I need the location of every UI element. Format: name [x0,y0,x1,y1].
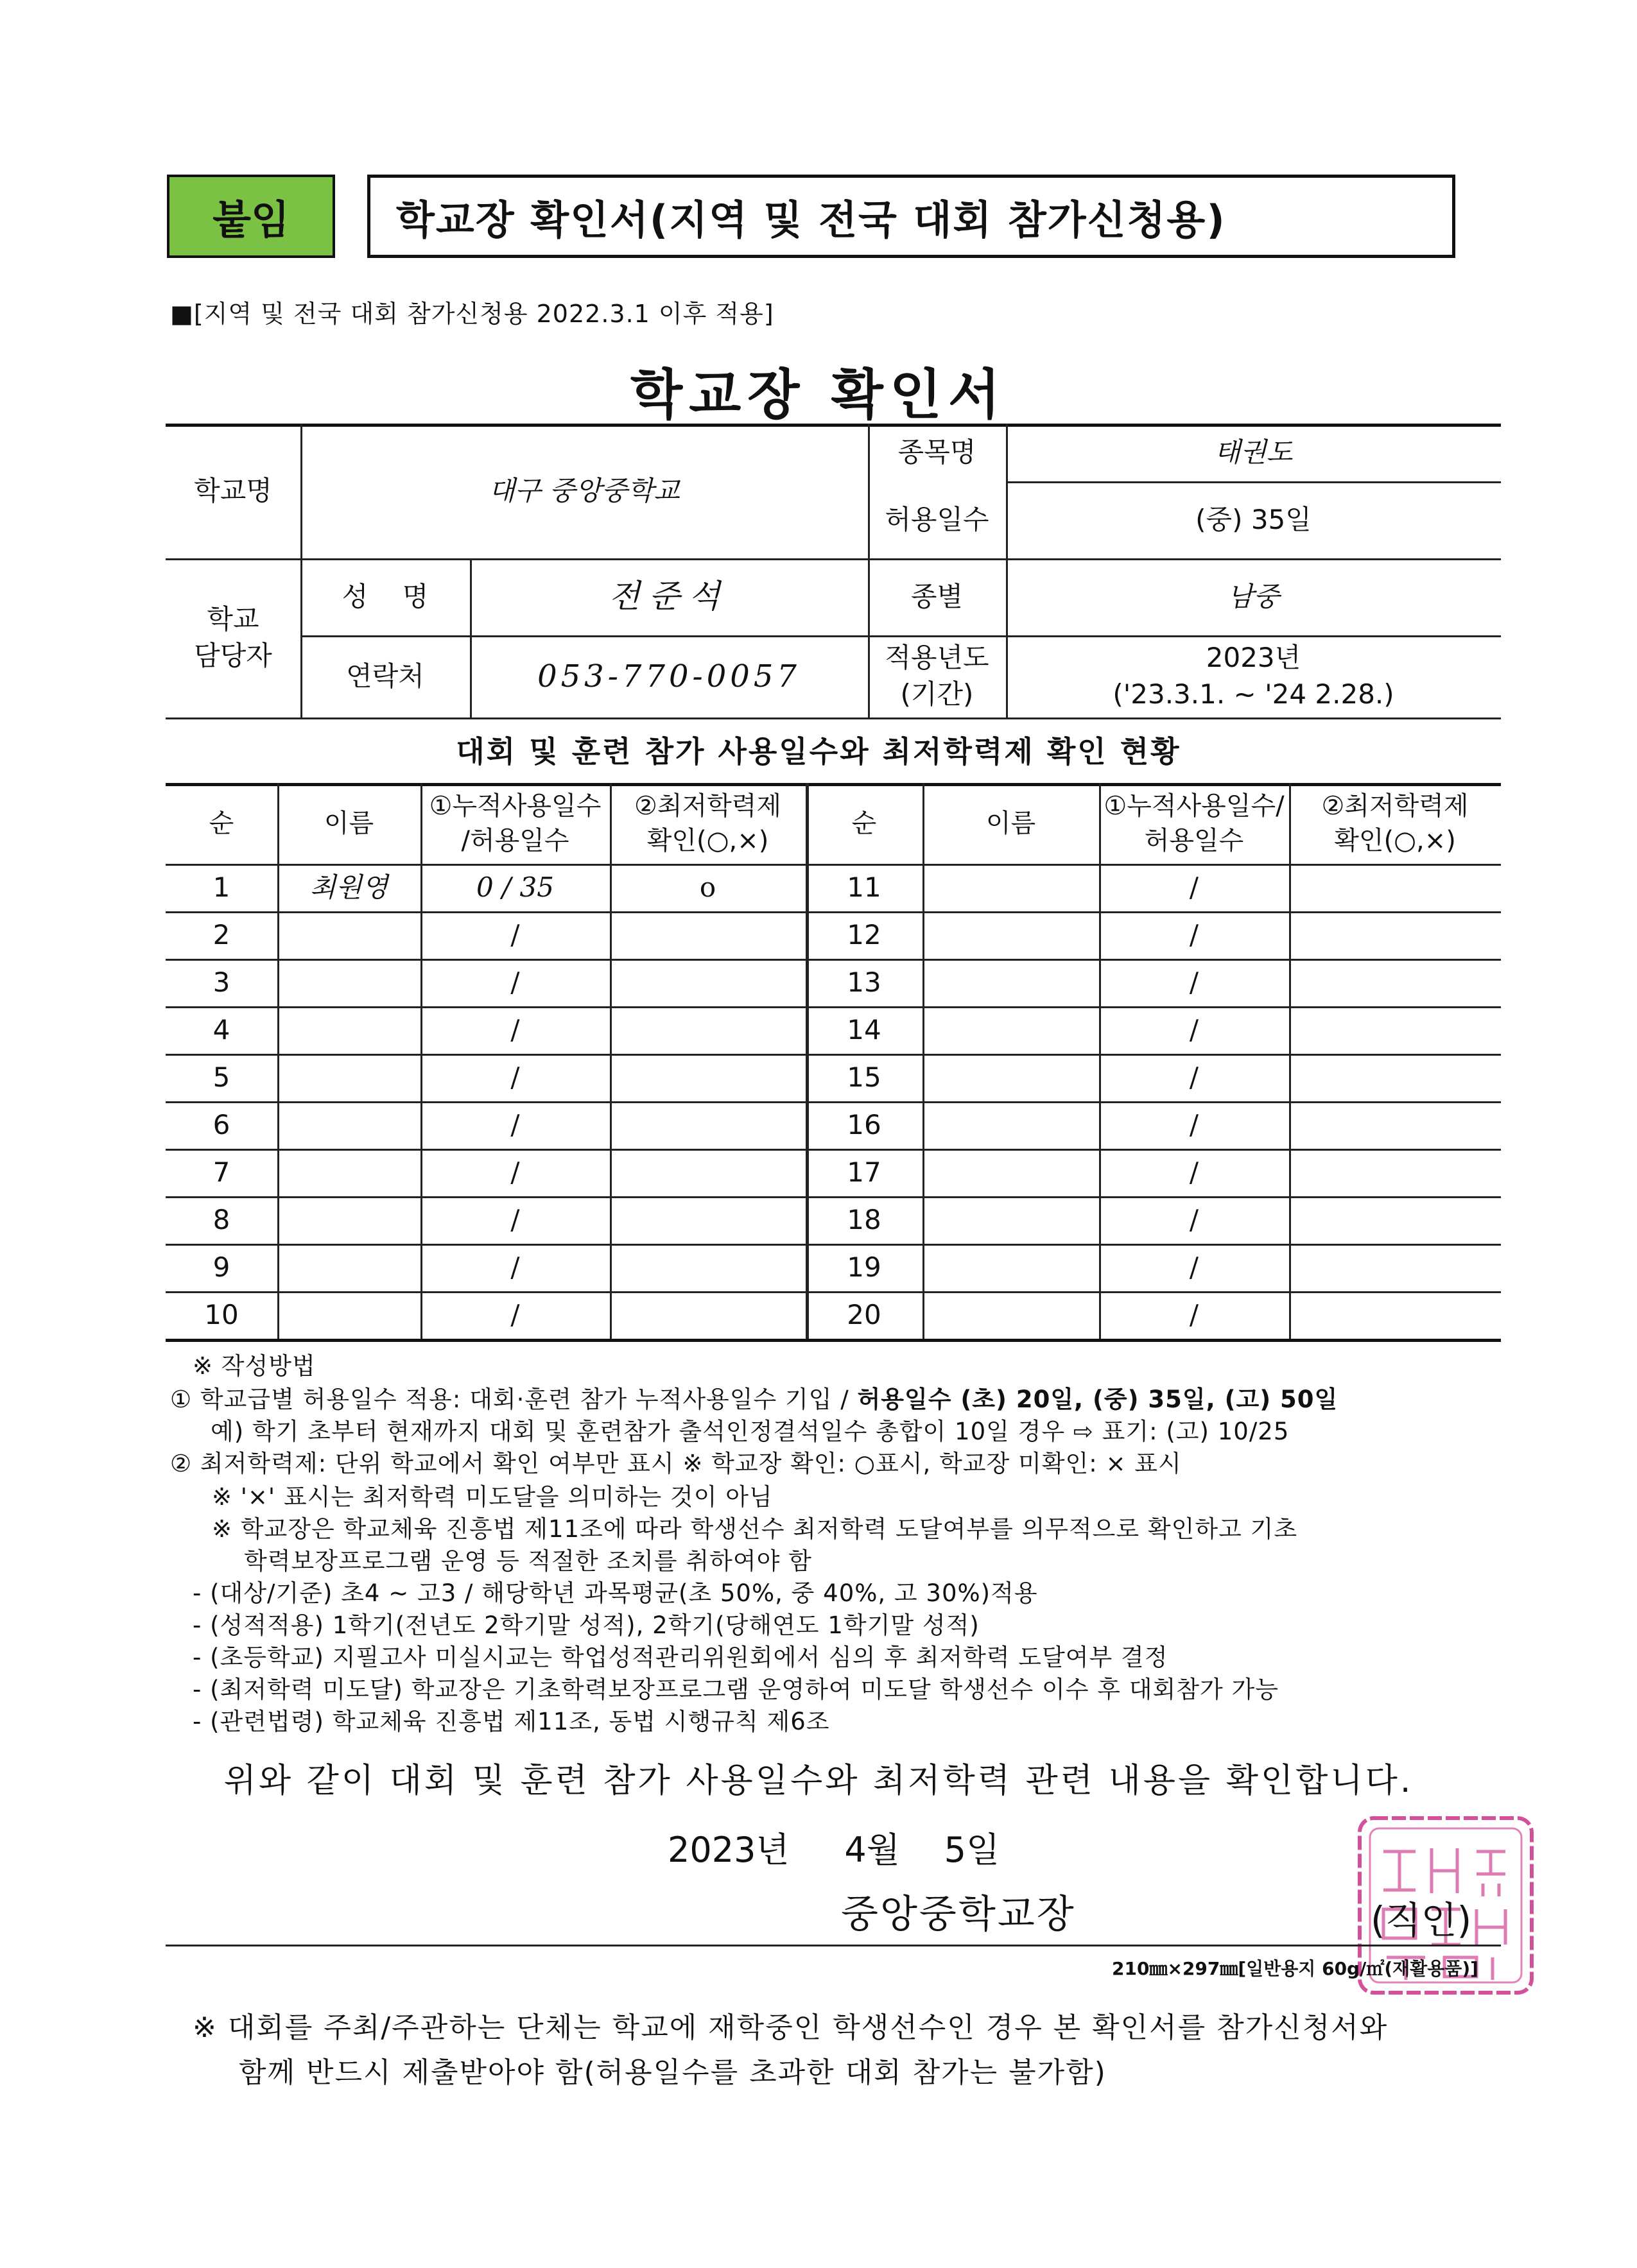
row-number-right: 11 [847,871,881,903]
row-days-left: 0 / 35 [476,871,555,903]
row-name-left [277,1244,420,1291]
row-name-left: 최원영 [309,871,388,903]
confirmation-statement: 위와 같이 대회 및 훈련 참가 사용일수와 최저학력 관련 내용을 확인합니다. [223,1762,1414,1800]
row-days-right: / [1189,1298,1199,1330]
year-value-cell [1006,635,1501,717]
document-title: 학교장 확인서 [630,363,1007,426]
row-days-right: / [1189,871,1199,903]
row-name-left [277,1291,420,1339]
row-name-right [922,1006,1099,1054]
detail-3: - (초등학교) 지필고사 미실시교는 학업성적관리위원회에서 심의 후 최저학력 도달여부 결정 [193,1644,1168,1671]
note-4-continued: 학력보장프로그램 운영 등 적절한 조치를 취하여야 함 [244,1547,812,1575]
paper-spec: 210㎜×297㎜[일반용지 60g/㎡(재활용품)] [1112,1958,1478,1979]
event-value: 태권도 [1214,436,1293,468]
row-check-right [1289,911,1501,959]
row-name-left [277,1054,420,1101]
row-number-right: 19 [847,1251,881,1283]
detail-4: - (최저학력 미도달) 학교장은 기초학력보장프로그램 운영하여 미도달 학생선수 이수 후 대회참가 가능 [193,1676,1279,1703]
row-number-right: 18 [847,1203,881,1235]
manager-name-label: 성 명 [342,580,429,612]
row-check-right [1289,959,1501,1006]
row-number-left: 4 [212,1013,230,1045]
school-name-value: 대구 중앙중학교 [489,474,680,506]
row-days-right: / [1189,1156,1199,1188]
row-days-right: / [1189,1013,1199,1045]
row-check-right [1289,1291,1501,1339]
row-days-right: / [1189,1251,1199,1283]
note-1-text: ① 학교급별 허용일수 적용: 대회·훈련 참가 누적사용일수 기입 / [170,1386,858,1413]
submission-note-line-1: ※ 대회를 주최/주관하는 단체는 학교에 재학중인 학생선수인 경우 본 확인서를 참가신청서와 [193,2011,1389,2044]
row-check-left [610,1149,806,1196]
contact-value: 053-770-0057 [537,658,801,694]
event-label: 종목명 [897,436,976,468]
row-days-left: / [510,1156,520,1188]
row-days-right: / [1189,1061,1199,1093]
row-days-left: / [510,1013,520,1045]
detail-5: - (관련법령) 학교체육 진흥법 제11조, 동법 시행규칙 제6조 [193,1708,830,1735]
header-name-right: 이름 [985,809,1036,838]
row-days-left: / [510,1251,520,1283]
row-number-right: 17 [847,1156,881,1188]
row-check-right [1289,1244,1501,1291]
row-number-left: 9 [212,1251,230,1283]
row-days-left: / [510,966,520,998]
period-value: ('23.3.1. ~ '24 2.28.) [1113,678,1394,710]
date-year: 2023년 [668,1830,790,1870]
row-days-left: / [510,1061,520,1093]
note-4: ※ 학교장은 학교체육 진흥법 제11조에 따라 학생선수 최저학력 도달여부를 의무적으로 확인하고 기초 [212,1515,1298,1543]
notes-heading: ※ 작성방법 [193,1352,316,1380]
row-number-left: 1 [212,871,230,903]
note-3: ※ '×' 표시는 최저학력 미도달을 의미하는 것이 아님 [212,1483,773,1511]
header-name-left: 이름 [324,809,374,838]
row-name-right [922,1101,1099,1149]
row-check-right [1289,1054,1501,1101]
row-number-right: 20 [847,1298,881,1330]
signer-title: 중앙중학교장 [841,1892,1076,1937]
row-check-left [610,911,806,959]
date-day: 5일 [944,1830,1000,1870]
row-check-left: o [699,871,716,903]
row-name-right [922,1244,1099,1291]
row-number-right: 12 [847,918,881,950]
attachment-tag: 붙임 [167,175,335,258]
row-days-left: / [510,1203,520,1235]
status-section-title: 대회 및 훈련 참가 사용일수와 최저학력제 확인 현황 [456,734,1181,769]
row-number-left: 6 [212,1108,230,1140]
manager-name-value: 전준석 [609,578,729,615]
detail-1: - (대상/기준) 초4 ~ 고3 / 해당학년 과목평균(초 50%, 중 40%, 고 30%)적용 [193,1579,1038,1607]
header-no-left: 순 [209,809,234,838]
row-days-left: / [510,1108,520,1140]
row-number-left: 3 [212,966,230,998]
issue-date [668,1823,1000,1872]
row-days-right: / [1189,966,1199,998]
row-check-right [1289,1149,1501,1196]
row-check-left [610,1101,806,1149]
row-number-left: 7 [212,1156,230,1188]
row-days-right: / [1189,918,1199,950]
header-days-left: ①누적사용일수 /허용일수 [429,791,602,855]
row-days-left: / [510,918,520,950]
row-number-right: 15 [847,1061,881,1093]
row-name-left [277,911,420,959]
year-label: 적용년도 (기간) [885,642,989,710]
row-name-left [277,1149,420,1196]
row-check-right [1289,1101,1501,1149]
header-check-left: ②최저학력제 확인(○,×) [634,791,782,855]
row-name-right [922,911,1099,959]
category-value: 남중 [1227,580,1280,612]
official-seal-label: (직인) [1371,1898,1472,1942]
applicability-note: ■[지역 및 전국 대회 참가신청용 2022.3.1 이후 적용] [170,300,774,328]
note-1-example: 예) 학기 초부터 현재까지 대회 및 훈련참가 출석인정결석일수 총합이 10일 경우 ⇨ 표기: (고) 10/25 [211,1418,1290,1445]
header-no-right: 순 [851,809,877,838]
row-name-right [922,959,1099,1006]
detail-2: - (성적적용) 1학기(전년도 2학기말 성적), 2학기(당해연도 1학기말 성적) [193,1611,980,1639]
row-number-left: 8 [212,1203,230,1235]
row-name-left [277,1006,420,1054]
row-name-left [277,959,420,1006]
row-check-left [610,1291,806,1339]
row-days-right: / [1189,1108,1199,1140]
row-name-right [922,1149,1099,1196]
allowed-days-label: 허용일수 [885,503,989,535]
note-2: ② 최저학력제: 단위 학교에서 확인 여부만 표시 ※ 학교장 확인: ○표시, 학교장 미확인: × 표시 [170,1450,1182,1477]
row-check-left [610,1054,806,1101]
submission-note [193,2006,1388,2096]
form-header-title: 학교장 확인서(지역 및 전국 대회 참가신청용) [367,175,1455,258]
date-month: 4월 [844,1830,900,1870]
note-1-allowed-days: 허용일수 (초) 20일, (중) 35일, (고) 50일 [857,1386,1338,1413]
row-number-right: 16 [847,1108,881,1140]
row-check-right [1289,864,1501,911]
manager-label: 학교 담당자 [194,603,272,671]
row-name-right [922,1196,1099,1244]
row-check-left [610,959,806,1006]
row-number-left: 5 [212,1061,230,1093]
header-days-right: ①누적사용일수/ 허용일수 [1104,791,1285,855]
year-value: 2023년 [1206,642,1301,674]
row-name-right [922,1054,1099,1101]
row-number-left: 2 [212,918,230,950]
row-days-left: / [510,1298,520,1330]
row-days-right: / [1189,1203,1199,1235]
contact-label: 연락처 [346,660,424,692]
allowed-days-value: (중) 35일 [1195,503,1312,535]
row-check-left [610,1244,806,1291]
row-check-left [610,1196,806,1244]
category-label: 종별 [910,580,964,612]
row-name-left [277,1101,420,1149]
submission-note-line-2: 함께 반드시 제출받아야 함(허용일수를 초과한 대회 참가는 불가함) [239,2056,1107,2090]
row-number-left: 10 [204,1298,239,1330]
row-check-right [1289,1006,1501,1054]
row-check-right [1289,1196,1501,1244]
row-check-left [610,1006,806,1054]
note-1 [170,1380,1338,1414]
school-name-label: 학교명 [194,474,272,506]
row-name-left [277,1196,420,1244]
row-name-right [922,864,1099,911]
row-name-right [922,1291,1099,1339]
row-number-right: 13 [847,966,881,998]
row-number-right: 14 [847,1013,881,1045]
header-check-right: ②최저학력제 확인(○,×) [1321,791,1469,855]
